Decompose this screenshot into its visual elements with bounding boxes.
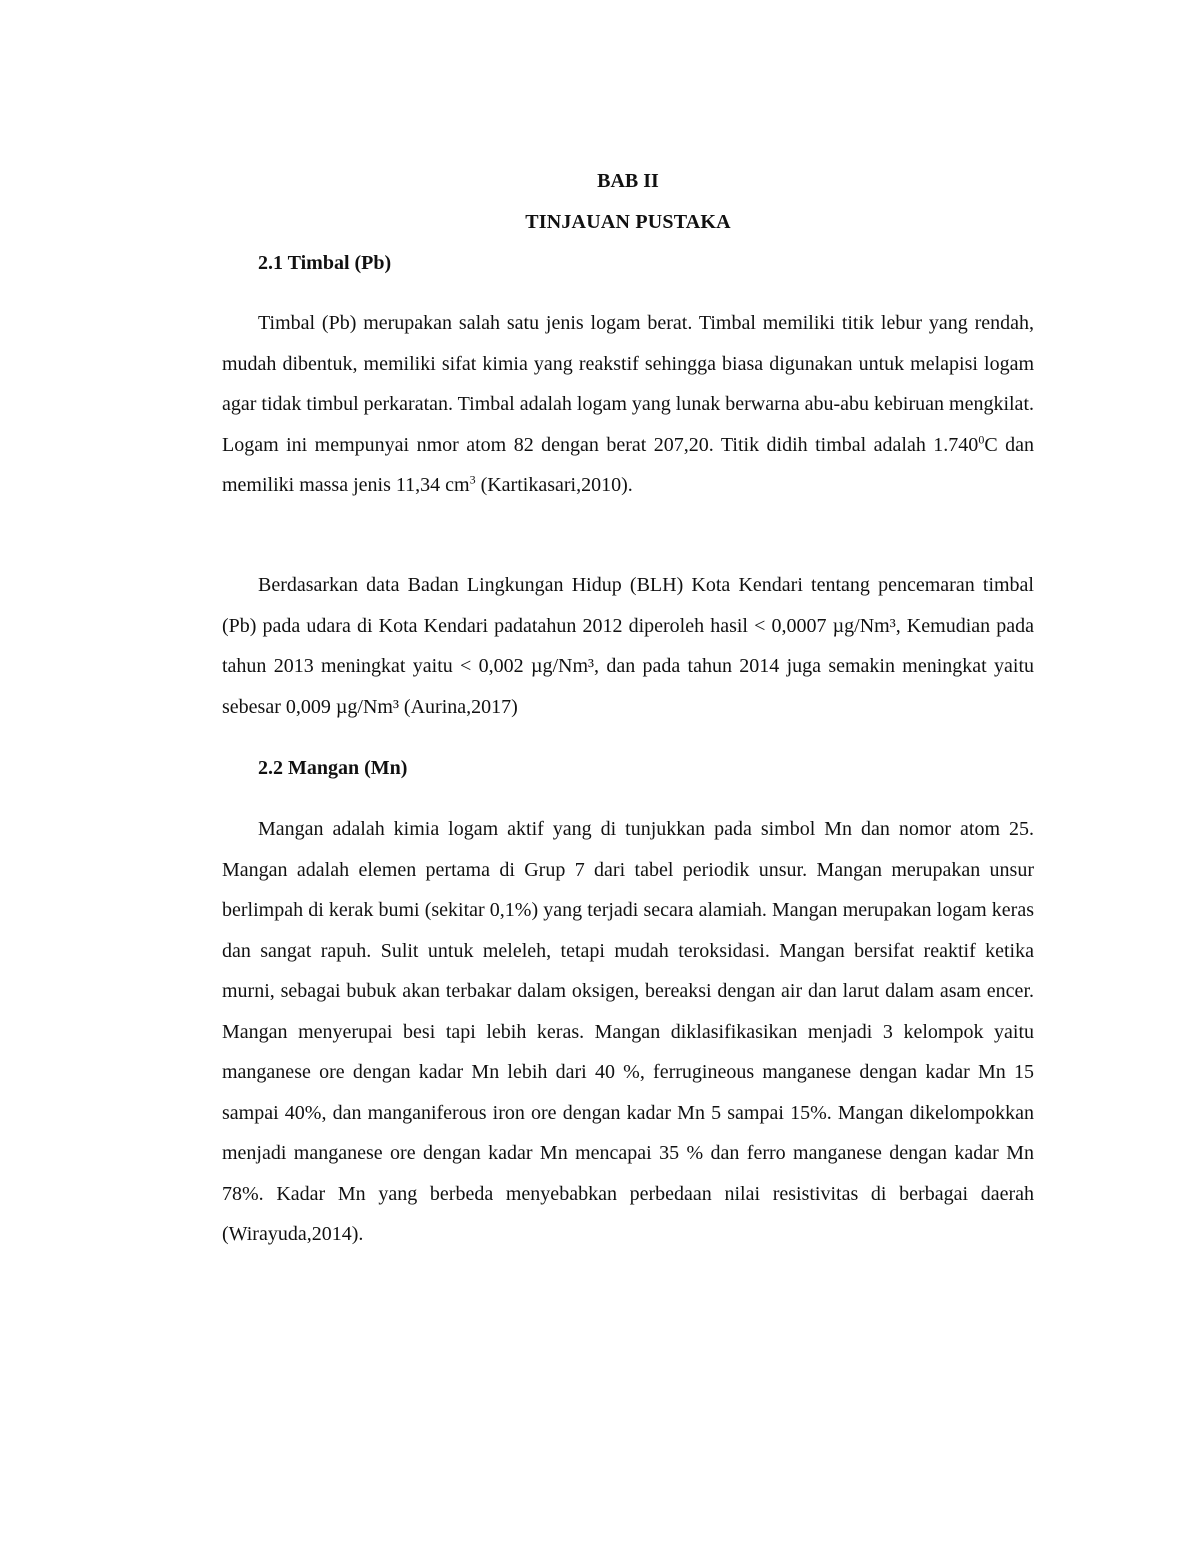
paragraph-text: (Kartikasari,2010). <box>475 474 633 496</box>
paragraph-text: C dan memiliki massa jenis 11,34 cm <box>222 433 1034 496</box>
superscript-cubed: 3 <box>469 472 476 487</box>
chapter-title: TINJAUAN PUSTAKA <box>525 211 731 233</box>
paragraph-timbal-properties <box>222 303 1034 506</box>
section-heading-timbal: 2.1 Timbal (Pb) <box>258 252 392 274</box>
paragraph-text: Timbal (Pb) merupakan salah satu jenis logam berat. Timbal memiliki titik lebur yang rendah, mudah dibentuk, memiliki sifat kimia yang reakstif sehingga biasa digunakan untuk melapisi logam agar tidak timbul perkaratan. Timbal adalah logam yang lunak berwarna abu-abu kebiruan mengkilat. Logam ini mempunyai nmor atom 82 dengan berat 207,20. Titik didih timbal adalah 1.740 <box>222 312 1034 456</box>
superscript-degree: 0 <box>978 431 985 446</box>
section-heading-mangan: 2.2 Mangan (Mn) <box>258 757 408 779</box>
paragraph-mangan: Mangan adalah kimia logam aktif yang di tunjukkan pada simbol Mn dan nomor atom 25. Mangan adalah elemen pertama di Grup 7 dari tabel periodik unsur. Mangan merupakan unsur berlimpah di kerak bumi (sekitar 0,1%) yang terjadi secara alamiah. Mangan merupakan logam keras dan sangat rapuh. Sulit untuk meleleh, tetapi mudah teroksidasi. Mangan bersifat reaktif ketika murni, sebagai bubuk akan terbakar dalam oksigen, bereaksi dengan air dan larut dalam asam encer. Mangan menyerupai besi tapi lebih keras. Mangan diklasifikasikan menjadi 3 kelompok yaitu manganese ore dengan kadar Mn lebih dari 40 %, ferrugineous manganese dengan kadar Mn 15 sampai 40%, dan manganiferous iron ore dengan kadar Mn 5 sampai 15%. Mangan dikelompokkan menjadi manganese ore dengan kadar Mn mencapai 35 % dan ferro manganese dengan kadar Mn 78%. Kadar Mn yang berbeda menyebabkan perbedaan nilai resistivitas di berbagai daerah (Wirayuda,2014). <box>222 818 1034 1245</box>
paragraph-timbal-kendari: Berdasarkan data Badan Lingkungan Hidup (BLH) Kota Kendari tentang pencemaran timbal (Pb) pada udara di Kota Kendari padatahun 2012 diperoleh hasil < 0,0007 µg/Nm³, Kemudian pada tahun 2013 meningkat yaitu < 0,002 µg/Nm³, dan pada tahun 2014 juga semakin meningkat yaitu sebesar 0,009 µg/Nm³ (Aurina,2017) <box>222 574 1034 718</box>
chapter-number: BAB II <box>597 170 659 192</box>
